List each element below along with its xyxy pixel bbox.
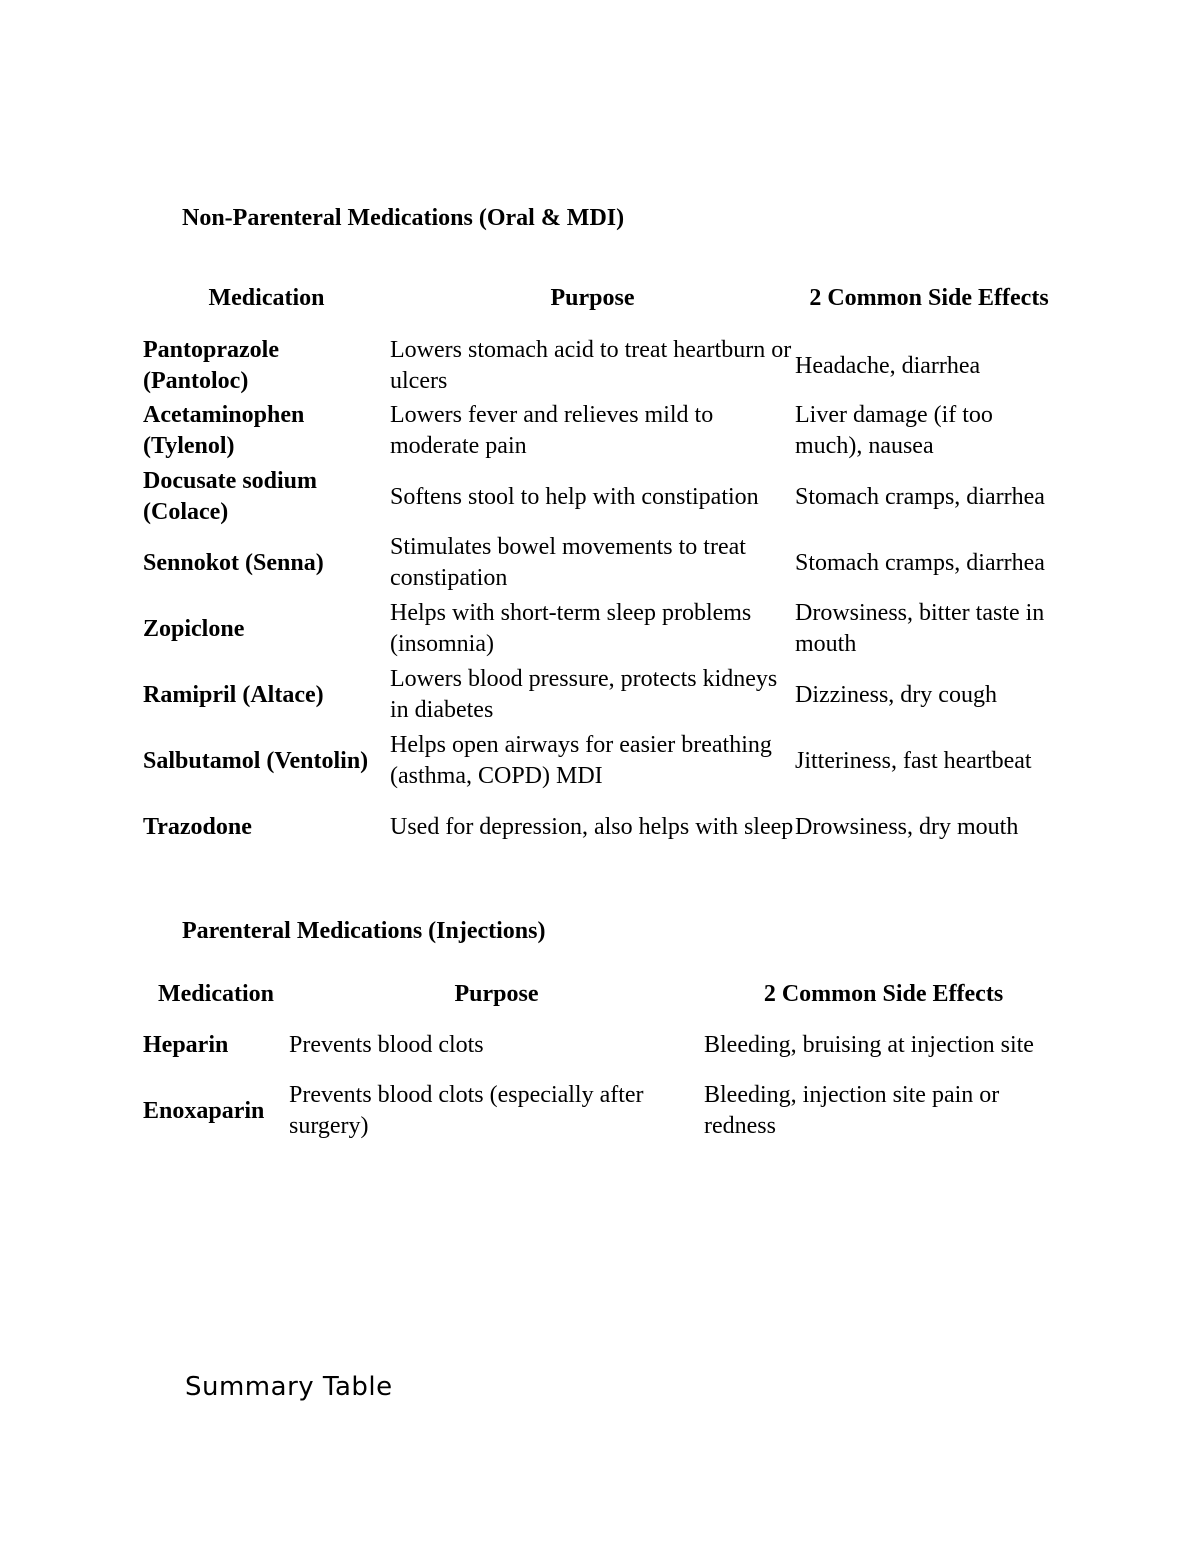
purpose-cell: Helps open airways for easier breathing (asthma, COPD) MDI [390, 732, 772, 789]
purpose-cell: Used for depression, also helps with sleep [390, 813, 794, 840]
medication-cell: Acetaminophen (Tylenol) [143, 402, 305, 459]
table-header-row [143, 976, 1063, 1012]
purpose-cell: Prevents blood clots (especially after surgery) [289, 1082, 644, 1139]
table-row [143, 398, 1063, 464]
side-effects-cell: Headache, diarrhea [795, 352, 981, 379]
purpose-cell: Stimulates bowel movements to treat constipation [390, 534, 746, 591]
side-effects-cell: Jitteriness, fast heartbeat [795, 747, 1032, 774]
purpose-cell: Lowers blood pressure, protects kidneys in diabetes [390, 666, 778, 723]
parenteral-medications-table [143, 976, 1063, 1144]
medication-cell: Zopiclone [143, 615, 245, 642]
side-effects-cell: Liver damage (if too much), nausea [795, 402, 993, 459]
side-effects-cell: Dizziness, dry cough [795, 681, 997, 708]
side-effects-cell: Bleeding, injection site pain or redness [704, 1082, 1000, 1139]
column-header-medication: Medication [158, 980, 274, 1007]
table-row [143, 728, 1063, 794]
medication-cell: Trazodone [143, 813, 252, 840]
side-effects-cell: Drowsiness, dry mouth [795, 813, 1019, 840]
side-effects-cell: Stomach cramps, diarrhea [795, 483, 1045, 510]
medication-cell: Salbutamol (Ventolin) [143, 747, 369, 774]
parenteral-section-title: Parenteral Medications (Injections) [182, 918, 546, 944]
table-row [143, 530, 1063, 596]
table-row [143, 1078, 1063, 1144]
side-effects-cell: Stomach cramps, diarrhea [795, 549, 1045, 576]
column-header-purpose: Purpose [550, 284, 635, 311]
medication-cell: Docusate sodium (Colace) [143, 468, 318, 525]
purpose-cell: Softens stool to help with constipation [390, 483, 759, 510]
purpose-cell: Prevents blood clots [289, 1031, 484, 1058]
medication-cell: Pantoprazole (Pantoloc) [143, 337, 279, 394]
medication-cell: Sennokot (Senna) [143, 549, 324, 576]
medication-cell: Enoxaparin [143, 1097, 265, 1124]
purpose-cell: Lowers fever and relieves mild to moderate pain [390, 402, 714, 459]
column-header-medication: Medication [208, 284, 325, 311]
table-header-row [143, 262, 1063, 334]
column-header-side-effects: 2 Common Side Effects [763, 980, 1004, 1007]
table-row [143, 334, 1063, 398]
table-row [143, 1012, 1063, 1078]
purpose-cell: Helps with short-term sleep problems (insomnia) [390, 600, 752, 657]
purpose-cell: Lowers stomach acid to treat heartburn or ulcers [390, 337, 792, 394]
medication-cell: Heparin [143, 1031, 229, 1058]
side-effects-cell: Bleeding, bruising at injection site [704, 1031, 1034, 1058]
column-header-purpose: Purpose [454, 980, 539, 1007]
non-parenteral-section-title: Non-Parenteral Medications (Oral & MDI) [182, 205, 625, 231]
column-header-side-effects: 2 Common Side Effects [809, 284, 1049, 311]
summary-table-heading: Summary Table [185, 1372, 393, 1402]
table-row [143, 596, 1063, 662]
side-effects-cell: Drowsiness, bitter taste in mouth [795, 600, 1045, 657]
table-row [143, 794, 1063, 860]
table-row [143, 464, 1063, 530]
medication-cell: Ramipril (Altace) [143, 681, 324, 708]
table-row [143, 662, 1063, 728]
non-parenteral-medications-table [143, 262, 1063, 860]
